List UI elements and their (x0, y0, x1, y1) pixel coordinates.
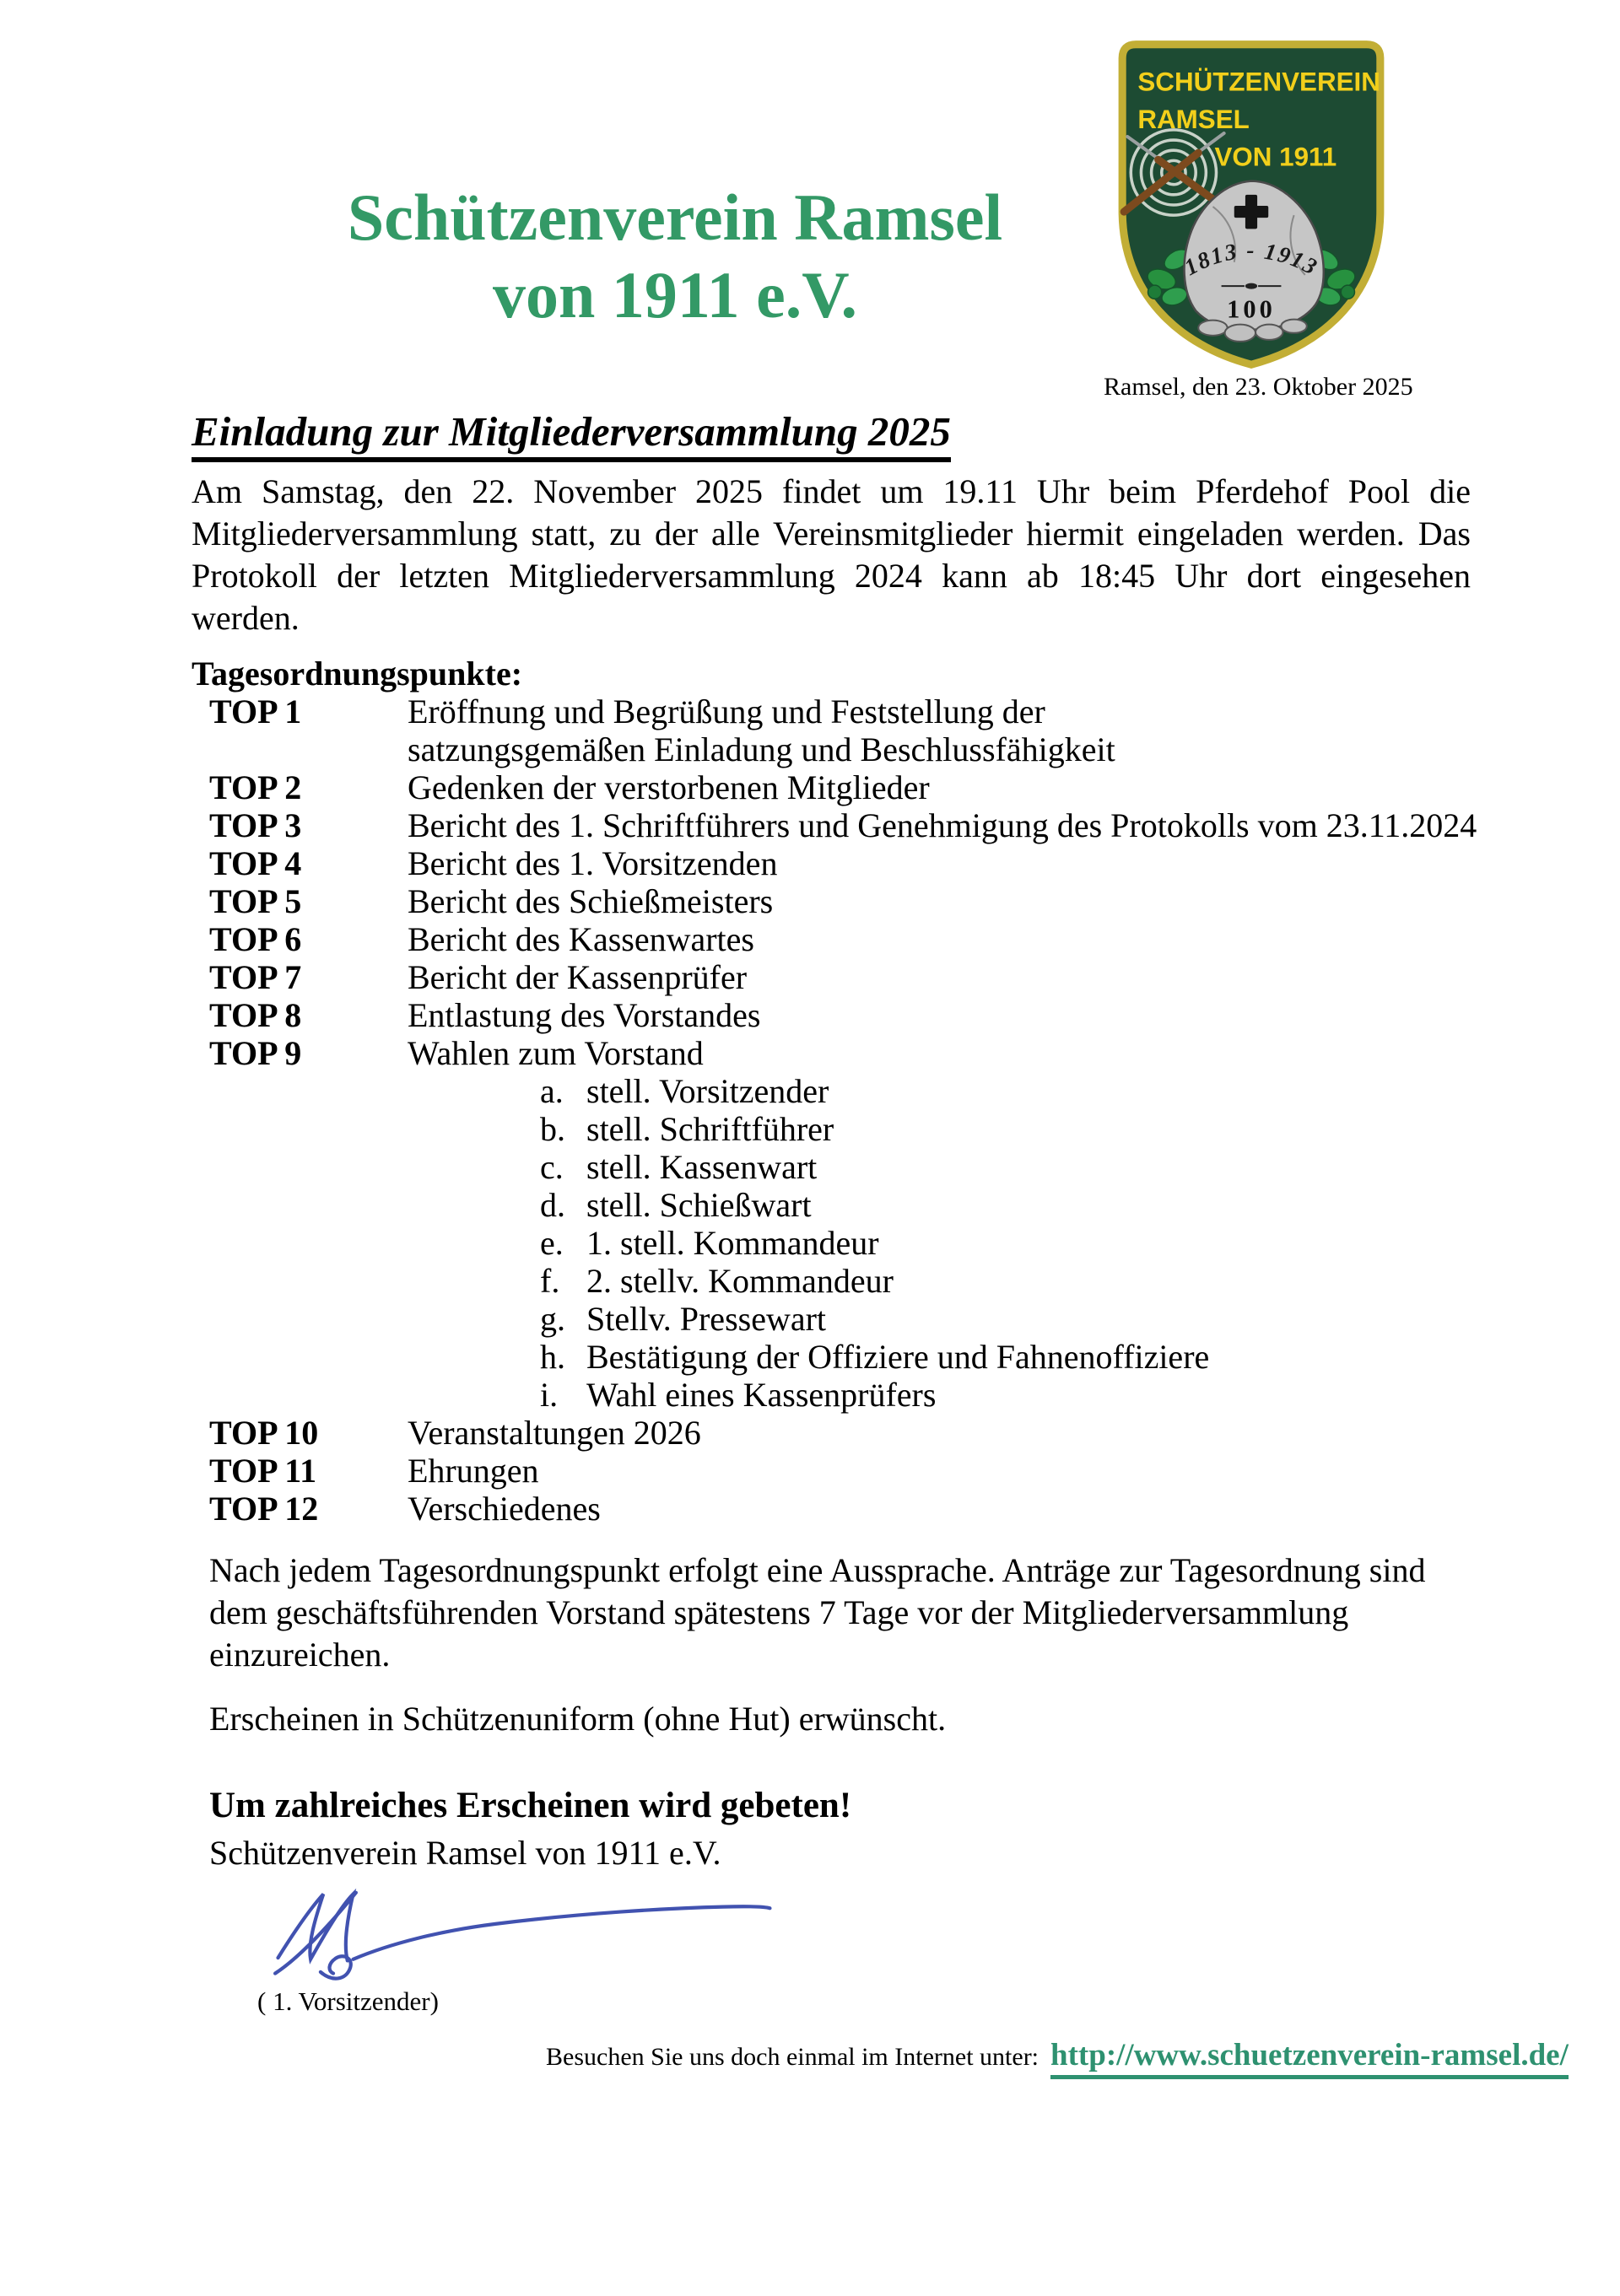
letter-body (192, 408, 1569, 2079)
agenda-label: TOP 4 (209, 844, 302, 882)
club-crest (1110, 34, 1392, 380)
agenda-label: TOP 10 (209, 1414, 319, 1452)
agenda-subitem (540, 1072, 1471, 1110)
agenda-text: Veranstaltungen 2026 (408, 1414, 701, 1452)
agenda-list (192, 693, 1477, 1528)
agenda-text: Ehrungen (408, 1452, 539, 1490)
agenda-label: TOP 8 (209, 996, 302, 1034)
invitation-heading: Einladung zur Mitgliederversammlung 2025 (192, 411, 951, 462)
agenda-row (209, 806, 1477, 844)
agenda-row (209, 693, 1471, 768)
subitem-text: stell. Vorsitzender (586, 1072, 829, 1110)
agenda-label: TOP 3 (209, 806, 302, 844)
subitem-text: Wahl eines Kassenprüfers (586, 1376, 937, 1414)
subitem-text: stell. Kassenwart (586, 1148, 818, 1186)
subitem-text: 2. stellv. Kommandeur (586, 1262, 894, 1300)
subitem-letter: f. (540, 1262, 560, 1300)
agenda-row (209, 882, 1471, 920)
crest-line1: SCHÜTZENVEREIN (1137, 67, 1380, 97)
stone-years: 1813 - 1913 (1180, 237, 1323, 281)
agenda-subitem (540, 1186, 1471, 1224)
crest-line2: RAMSEL (1137, 104, 1250, 134)
club-crest-icon (1110, 34, 1392, 380)
subitem-text: stell. Schießwart (586, 1186, 812, 1224)
subitem-text: 1. stell. Kommandeur (586, 1224, 879, 1262)
agenda-row (209, 1490, 1471, 1528)
agenda-label: TOP 6 (209, 920, 302, 958)
agenda-text: Eröffnung und Begrüßung und Feststellung der (408, 693, 1045, 730)
agenda-subitem (540, 1262, 1471, 1300)
agenda-row (209, 1034, 1471, 1072)
agenda-label: TOP 9 (209, 1034, 302, 1072)
subitem-letter: e. (540, 1224, 564, 1262)
agenda-label: TOP 5 (209, 882, 302, 920)
agenda-row (209, 844, 1471, 882)
agenda-text: Wahlen zum Vorstand (408, 1034, 704, 1072)
agenda-row (209, 1452, 1471, 1490)
agenda-text: Entlastung des Vorstandes (408, 996, 761, 1034)
agenda-row (209, 996, 1471, 1034)
appeal-line: Um zahlreiches Erscheinen wird gebeten! (209, 1786, 852, 1825)
agenda-label: TOP 12 (209, 1490, 319, 1528)
agenda-heading: Tagesordnungspunkte: (192, 655, 523, 693)
top9-sublist (192, 1072, 1471, 1414)
signature-image (217, 1878, 875, 1985)
subitem-letter: d. (540, 1186, 565, 1224)
club-title-line2: von 1911 e.V. (493, 258, 857, 332)
subitem-letter: i. (540, 1376, 559, 1414)
subitem-text: Bestätigung der Offiziere und Fahnenoffiziere (586, 1338, 1210, 1376)
subitem-text: Stellv. Pressewart (586, 1300, 827, 1338)
signer-role: ( 1. Vorsitzender) (257, 1986, 439, 2016)
agenda-subitem (540, 1224, 1471, 1262)
agenda-text: Bericht des Kassenwartes (408, 920, 754, 958)
agenda-text: Bericht des 1. Schriftführers und Genehmigung des Protokolls vom 23.11.2024 (408, 806, 1477, 844)
agenda-text: Bericht des Schießmeisters (408, 882, 774, 920)
agenda-subitem (540, 1300, 1471, 1338)
agenda-row (209, 768, 1471, 806)
agenda-subitem (540, 1338, 1471, 1376)
uniform-note: Erscheinen in Schützenuniform (ohne Hut) erwünscht. (209, 1700, 947, 1738)
agenda-text: Bericht des 1. Vorsitzenden (408, 844, 778, 882)
subitem-letter: g. (540, 1300, 565, 1338)
footer (546, 2037, 1569, 2079)
agenda-subitem (540, 1376, 1471, 1414)
subitem-letter: c. (540, 1148, 564, 1186)
footer-prompt: Besuchen Sie uns doch einmal im Internet unter: (546, 2043, 1040, 2071)
club-title (202, 179, 1148, 334)
subitem-letter: a. (540, 1072, 564, 1110)
agenda-row (209, 958, 1471, 996)
agenda-text: satzungsgemäßen Einladung und Beschlussfähigkeit (408, 730, 1115, 768)
subitem-letter: b. (540, 1110, 565, 1148)
agenda-subitem (540, 1148, 1471, 1186)
subitem-text: stell. Schriftführer (586, 1110, 834, 1148)
agenda-text: Bericht der Kassenprüfer (408, 958, 748, 996)
agenda-text: Verschiedenes (408, 1490, 601, 1528)
club-title-line1: Schützenverein Ramsel (347, 181, 1003, 254)
website-link[interactable]: http://www.schuetzenverein-ramsel.de/ (1050, 2037, 1569, 2079)
agenda-label: TOP 1 (209, 693, 302, 730)
subitem-letter: h. (540, 1338, 565, 1376)
organization-line: Schützenverein Ramsel von 1911 e.V. (209, 1834, 721, 1872)
agenda-label: TOP 2 (209, 768, 302, 806)
intro-paragraph: Am Samstag, den 22. November 2025 findet um 19.11 Uhr beim Pferdehof Pool die Mitgliederversammlung statt, zu der alle Vereinsmitglieder hiermit eingeladen werden. Das Protokoll der letzten Mitgliederversammlung 2024 kann ab 18:45 Uhr dort eingesehen werden. (192, 472, 1471, 637)
date-line: Ramsel, den 23. Oktober 2025 (1104, 373, 1413, 401)
agenda-row (209, 920, 1471, 958)
agenda-label: TOP 11 (209, 1452, 317, 1490)
agenda-label: TOP 7 (209, 958, 302, 996)
crest-line3: VON 1911 (1214, 142, 1337, 172)
agenda-text: Gedenken der verstorbenen Mitglieder (408, 768, 930, 806)
agenda-subitem (540, 1110, 1471, 1148)
agenda-row (209, 1414, 1471, 1452)
stone-number: 100 (1227, 294, 1276, 324)
closing-paragraph: Nach jedem Tagesordnungspunkt erfolgt eine Aussprache. Anträge zur Tagesordnung sind dem geschäftsführenden Vorstand spätestens 7 Tage vor der Mitgliederversammlung einzureichen. (209, 1551, 1426, 1673)
